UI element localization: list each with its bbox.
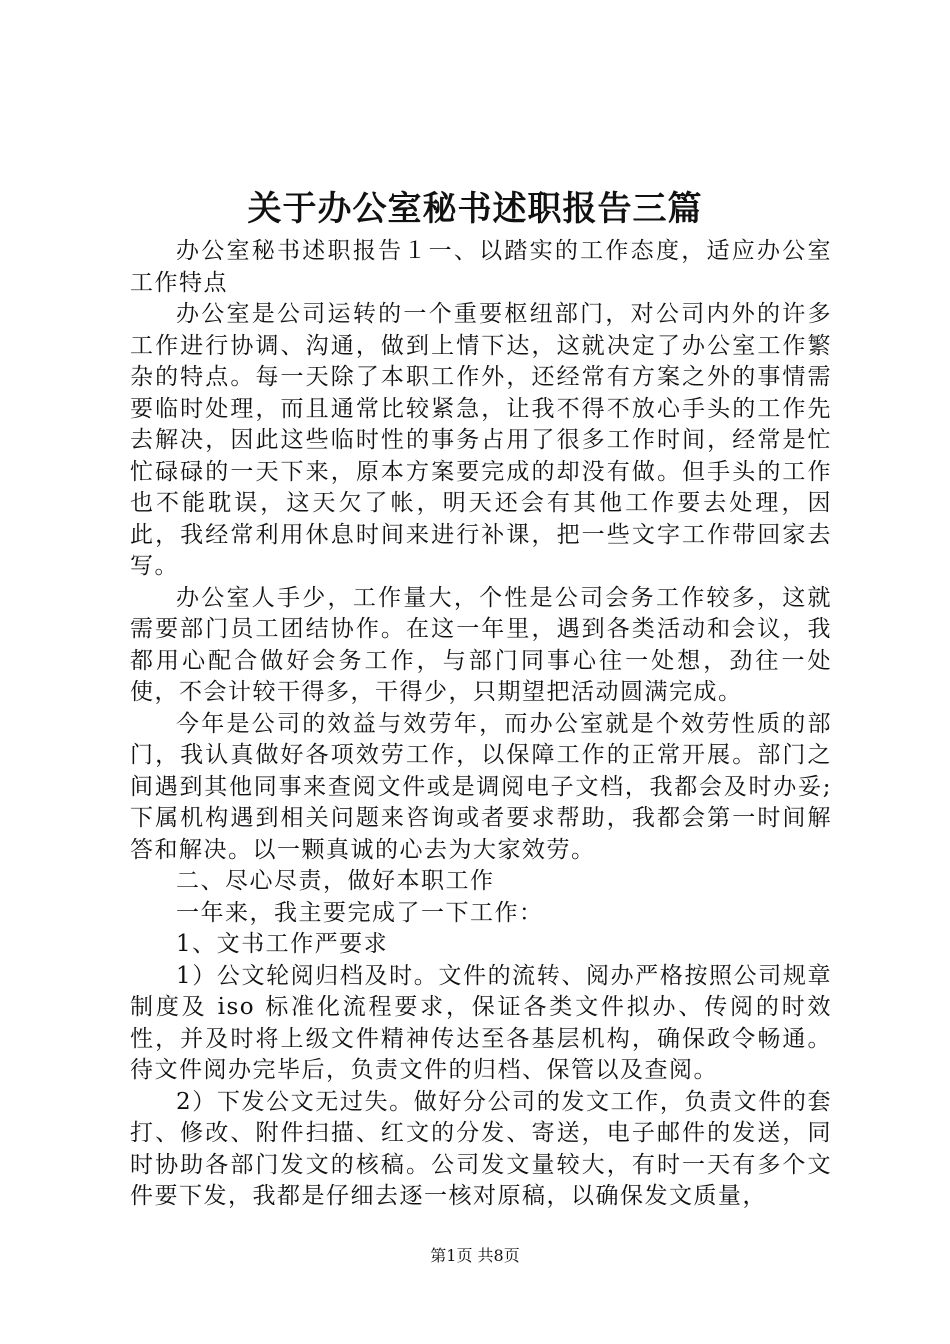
- paragraph: 2）下发公文无过失。做好分公司的发文工作，负责文件的套打、修改、附件扫描、红文的分发、寄送，电子邮件的发送，同时协助各部门发文的核稿。公司发文量较大，有时一天有多个文件要下发，我都是仔细去逐一核对原稿，以确保发文质量，: [130, 1088, 832, 1209]
- subsection-heading: 1、文书工作严要求: [176, 931, 389, 957]
- paragraph: 办公室人手少，工作量大，个性是公司会务工作较多，这就需要部门员工团结协作。在这一年里，遇到各类活动和会议，我都用心配合做好会务工作，与部门同事心往一处想，劲往一处使，不会计较干得多，干得少，只期望把活动圆满完成。: [130, 584, 832, 705]
- document-title: 关于办公室秘书述职报告三篇: [247, 189, 703, 229]
- paragraph: 一年来，我主要完成了一下工作：: [176, 899, 544, 926]
- paragraph: 今年是公司的效益与效劳年，而办公室就是个效劳性质的部门，我认真做好各项效劳工作，以保障工作的正常开展。部门之间遇到其他同事来查阅文件或是调阅电子文档，我都会及时办妥;下属机构遇到相关问题来咨询或者要求帮助，我都会第一时间解答和解决。以一颗真诚的心去为大家效劳。: [130, 710, 832, 863]
- paragraph: 1）公文轮阅归档及时。文件的流转、阅办严格按照公司规章制度及 iso 标准化流程要求，保证各类文件拟办、传阅的时效性，并及时将上级文件精神传达至各基层机构，确保政令畅通。待文件阅办完毕后，负责文件的归档、保管以及查阅。: [130, 962, 832, 1083]
- section-heading: 二、尽心尽责，做好本职工作: [176, 868, 495, 894]
- paragraph: 办公室是公司运转的一个重要枢纽部门，对公司内外的许多工作进行协调、沟通，做到上情下达，这就决定了办公室工作繁杂的特点。每一天除了本职工作外，还经常有方案之外的事情需要临时处理，而且通常比较紧急，让我不得不放心手头的工作先去解决，因此这些临时性的事务占用了很多工作时间，经常是忙忙碌碌的一天下来，原本方案要完成的却没有做。但手头的工作也不能耽误，这天欠了帐，明天还会有其他工作要去处理，因此，我经常利用休息时间来进行补课，把一些文字工作带回家去写。: [130, 301, 832, 579]
- paragraph: 办公室秘书述职报告１一、以踏实的工作态度，适应办公室工作特点: [130, 238, 832, 296]
- document-body: [130, 236, 832, 1213]
- page-number-footer: 第1页 共8页: [430, 1246, 520, 1265]
